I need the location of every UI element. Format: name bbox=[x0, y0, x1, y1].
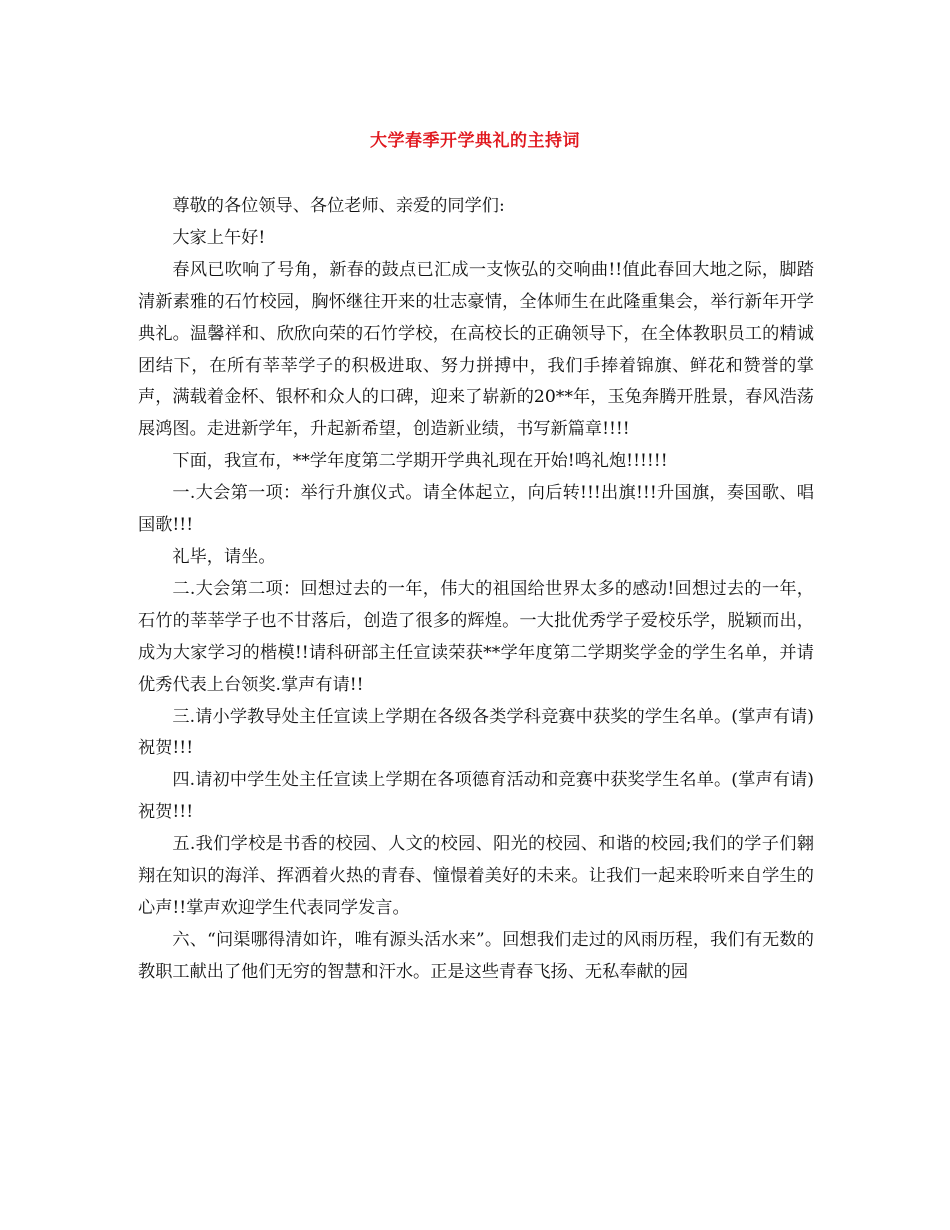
paragraph-greeting: 大家上午好! bbox=[172, 227, 266, 248]
paragraph-salutation: 尊敬的各位领导、各位老师、亲爱的同学们: bbox=[172, 196, 505, 216]
document-title: 大学春季开学典礼的主持词 bbox=[370, 131, 580, 151]
paragraph-item-5: 五.我们学校是书香的校园、人文的校园、阳光的校园、和谐的校园;我们的学子们翱翔在知识的海洋、挥洒着火热的青春、憧憬着美好的未来。让我们一起来聆听来自学生的心声!!掌声欢迎学生代表同学发言。 bbox=[138, 834, 814, 918]
paragraph-item-6: 六、“问渠哪得清如许，唯有源头活水来”。回想我们走过的风雨历程，我们有无数的教职工献出了他们无穷的智慧和汗水。正是这些青春飞扬、无私奉献的园 bbox=[138, 929, 814, 982]
paragraph-item-1: 一.大会第一项：举行升旗仪式。请全体起立，向后转!!!出旗!!!升国旗，奏国歌、唱国歌!!! bbox=[138, 483, 814, 536]
paragraph-be-seated: 礼毕，请坐。 bbox=[172, 546, 276, 567]
document-body bbox=[138, 191, 814, 989]
paragraph-item-4: 四.请初中学生处主任宣读上学期在各项德育活动和竞赛中获奖学生名单。(掌声有请)祝贺!!! bbox=[138, 770, 814, 823]
paragraph-announcement: 下面，我宣布，**学年度第二学期开学典礼现在开始!鸣礼炮!!!!!! bbox=[172, 451, 668, 472]
paragraph-opening: 春风已吹响了号角，新春的鼓点已汇成一支恢弘的交响曲!!值此春回大地之际，脚踏清新素雅的石竹校园，胸怀继往开来的壮志豪情，全体师生在此隆重集会，举行新年开学典礼。温馨祥和、欣欣向荣的石竹学校，在高校长的正确领导下，在全体教职员工的精诚团结下，在所有莘莘学子的积极进取、努力拼搏中，我们手捧着锦旗、鲜花和赞誉的掌声，满载着金杯、银杯和众人的口碑，迎来了崭新的20**年，玉兔奔腾开胜景，春风浩荡展鸿图。走进新学年，升起新希望，创造新业绩，书写新篇章!!!! bbox=[138, 259, 814, 440]
paragraph-item-3: 三.请小学教导处主任宣读上学期在各级各类学科竞赛中获奖的学生名单。(掌声有请)祝贺!!! bbox=[138, 706, 814, 759]
paragraph-item-2: 二.大会第二项：回想过去的一年，伟大的祖国给世界太多的感动!回想过去的一年，石竹的莘莘学子也不甘落后，创造了很多的辉煌。一大批优秀学子爱校乐学，脱颖而出，成为大家学习的楷模!!请科研部主任宣读荣获**学年度第二学期奖学金的学生名单，并请优秀代表上台领奖.掌声有请!! bbox=[138, 578, 814, 695]
